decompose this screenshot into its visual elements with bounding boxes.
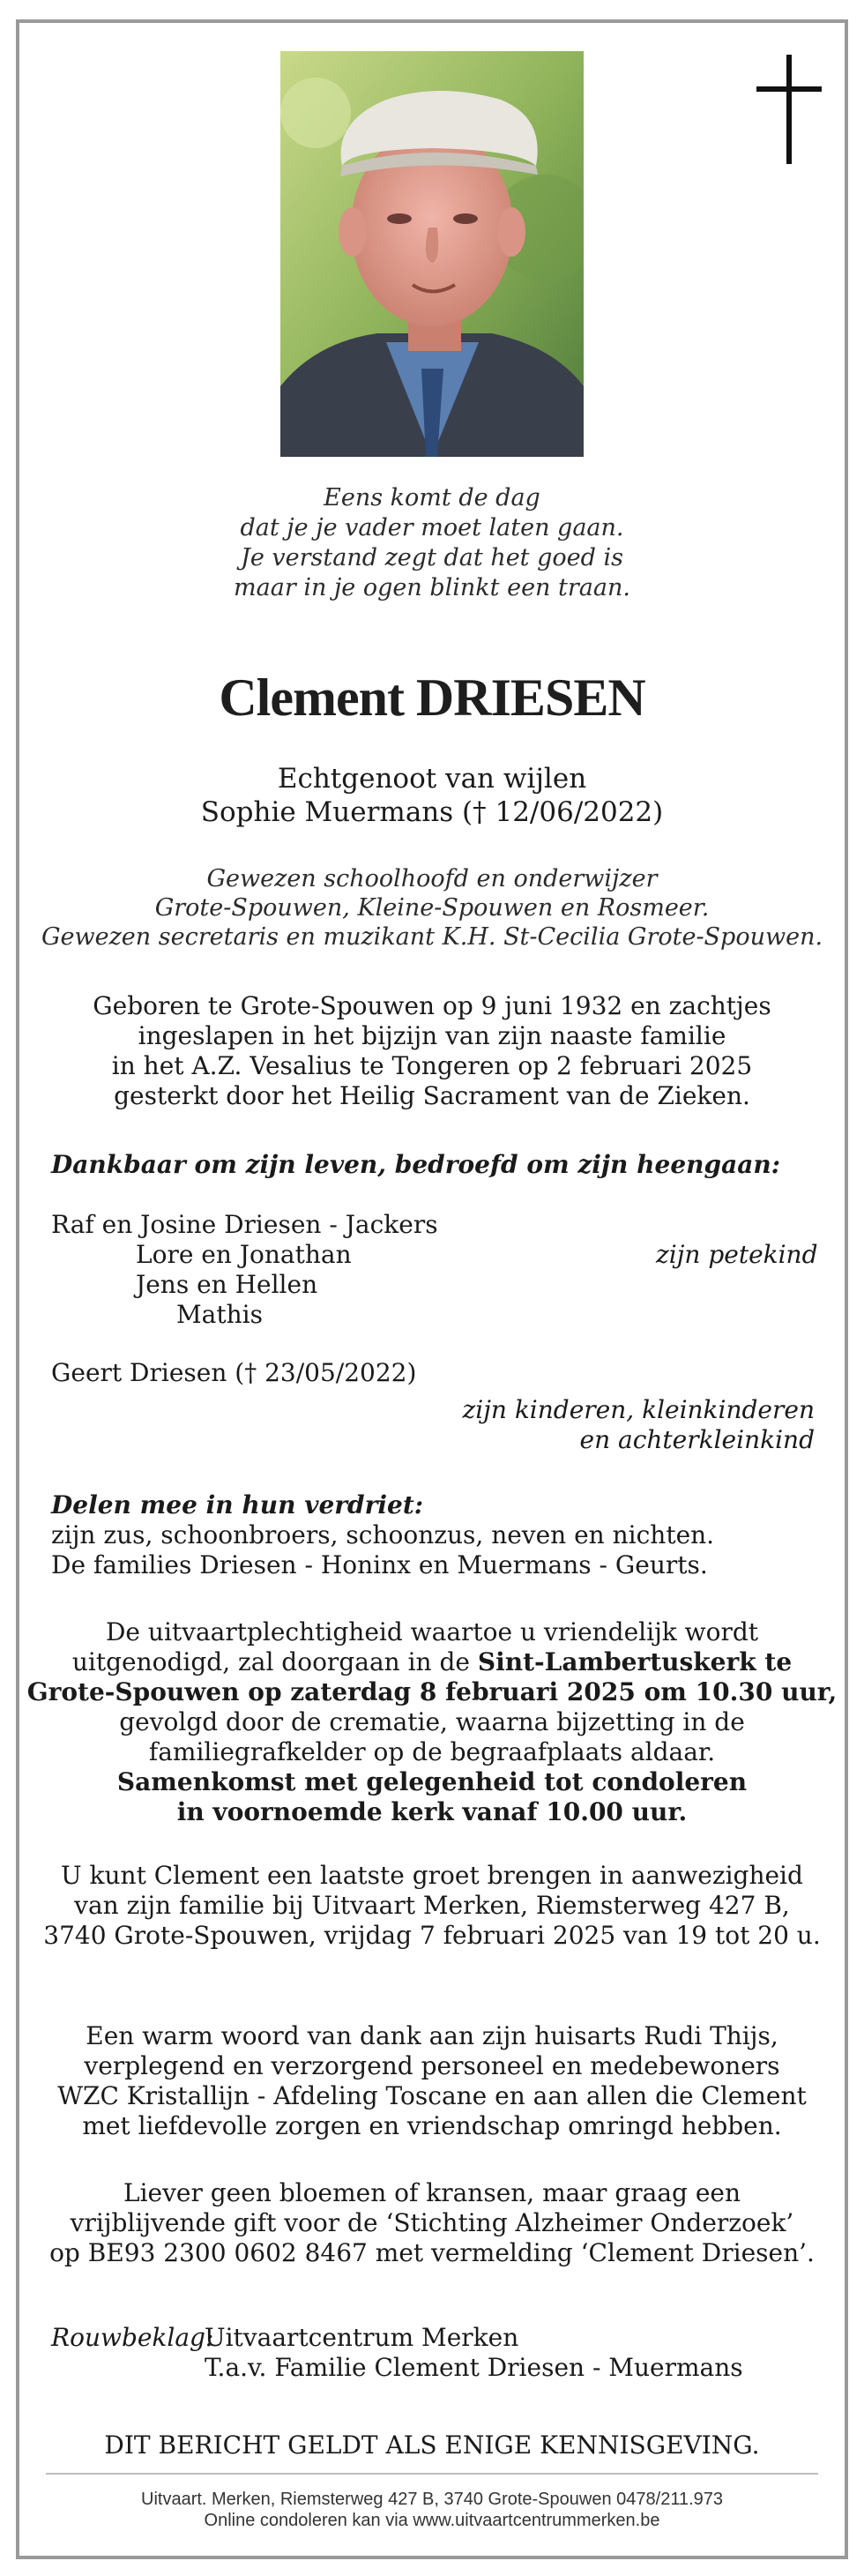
rouwbeklag-address: T.a.v. Familie Clement Driesen - Muermans (205, 2353, 743, 2382)
cross-icon (756, 55, 822, 164)
functions (0, 864, 864, 952)
share-list (51, 1520, 714, 1580)
visit-line: 3740 Grote-Spouwen, vrijdag 7 februari 2025 van 19 tot 20 u. (43, 1921, 821, 1950)
spouse-line: Sophie Muermans († 12/06/2022) (200, 796, 664, 828)
funeral-text: uitgenodigd, zal doorgaan in de (71, 1647, 478, 1676)
share-line: zijn zus, schoonbroers, schoonzus, neven en nichten. (51, 1520, 715, 1549)
functions-line: Gewezen schoolhoofd en onderwijzer (206, 865, 658, 892)
flowers-line: Liever geen bloemen of kransen, maar graag een (123, 2178, 741, 2207)
share-heading: Delen mee in hun verdriet: (51, 1490, 424, 1519)
family-note: zijn petekind (656, 1240, 818, 1269)
poem-line: Je verstand zegt dat het goed is (241, 544, 623, 571)
family-closing: zijn kinderen, kleinkinderen (462, 1395, 815, 1424)
family-line: Jens en Hellen (136, 1270, 318, 1299)
spouse-info (0, 762, 864, 829)
funeral-line: Grote-Spouwen op zaterdag 8 februari 2025 om 10.30 uur, (26, 1677, 838, 1706)
birth-death-info (0, 991, 864, 1111)
poem-line: Eens komt de dag (324, 484, 540, 511)
funeral-line: Samenkomst met gelegenheid tot condoleren (116, 1767, 748, 1796)
family-line: Raf en Josine Driesen - Jackers (51, 1210, 438, 1239)
spouse-line: Echtgenoot van wijlen (277, 763, 587, 795)
family-line: Geert Driesen († 23/05/2022) (51, 1358, 417, 1387)
family-line: Mathis (176, 1300, 263, 1329)
funeral-line: De uitvaartplechtigheid waartoe u vriendelijk wordt (105, 1617, 759, 1646)
rouwbeklag-label: Rouwbeklag: (51, 2323, 214, 2352)
footer-divider (46, 2473, 818, 2475)
gratitude-line: met liefdevolle zorgen en vriendschap omringd hebben. (82, 2111, 782, 2140)
thanks-heading: Dankbaar om zijn leven, bedroefd om zijn heengaan: (51, 1150, 781, 1179)
official-notice: DIT BERICHT GELDT ALS ENIGE KENNISGEVING. (104, 2430, 760, 2460)
born-line: in het A.Z. Vesalius te Tongeren op 2 februari 2025 (111, 1051, 753, 1080)
rouwbeklag-address: Uitvaartcentrum Merken (205, 2323, 519, 2352)
footer-line: Uitvaart. Merken, Riemsterweg 427 B, 3740 Grote-Spouwen 0478/211.973 (141, 2490, 723, 2509)
funeral-line (0, 1647, 864, 1677)
footer-line: Online condoleren kan via www.uitvaartcentrummerken.be (204, 2511, 660, 2530)
born-line: ingeslapen in het bijzijn van zijn naaste familie (138, 1021, 726, 1050)
born-line: Geboren te Grote-Spouwen op 9 juni 1932 en zachtjes (93, 991, 771, 1020)
flowers-line: vrijblijvende gift voor de ‘Stichting Alzheimer Onderzoek’ (70, 2208, 794, 2237)
family-line: Lore en Jonathan (136, 1240, 352, 1269)
poem-line: dat je je vader moet laten gaan. (240, 514, 624, 541)
share-line: De families Driesen - Honinx en Muermans - Geurts. (51, 1550, 708, 1579)
functions-line: Grote-Spouwen, Kleine-Spouwen en Rosmeer. (154, 894, 710, 922)
visit-info (0, 1861, 864, 1951)
visit-line: U kunt Clement een laatste groet brengen in aanwezigheid (61, 1861, 803, 1890)
gratitude-line: Een warm woord van dank aan zijn huisarts Rudi Thijs, (86, 2021, 778, 2050)
visit-line: van zijn familie bij Uitvaart Merken, Riemsterweg 427 B, (74, 1891, 790, 1920)
flowers-line: op BE93 2300 0602 8467 met vermelding ‘Clement Driesen’. (49, 2238, 815, 2267)
gratitude-text (0, 2021, 864, 2141)
funeral-info (0, 1617, 864, 1827)
deceased-name: Clement DRIESEN (219, 668, 645, 727)
church-name: Sint-Lambertuskerk te (477, 1647, 793, 1676)
gratitude-line: verplegend en verzorgend personeel en medebewoners (84, 2051, 780, 2080)
portrait-photo (280, 51, 584, 457)
footer (0, 2489, 864, 2531)
flowers-request (0, 2178, 864, 2268)
poem (0, 483, 864, 603)
functions-line: Gewezen secretaris en muzikant K.H. St-Cecilia Grote-Spouwen. (41, 923, 823, 951)
funeral-line: in voornoemde kerk vanaf 10.00 uur. (176, 1797, 688, 1826)
born-line: gesterkt door het Heilig Sacrament van de Zieken. (114, 1081, 750, 1110)
poem-line: maar in je ogen blinkt een traan. (234, 574, 630, 601)
family-closing: en achterkleinkind (579, 1425, 815, 1454)
funeral-line: familiegrafkelder op de begraafplaats aldaar. (148, 1737, 716, 1766)
gratitude-line: WZC Kristallijn - Afdeling Toscane en aan allen die Clement (57, 2081, 807, 2110)
funeral-line: gevolgd door de crematie, waarna bijzetting in de (119, 1707, 745, 1736)
